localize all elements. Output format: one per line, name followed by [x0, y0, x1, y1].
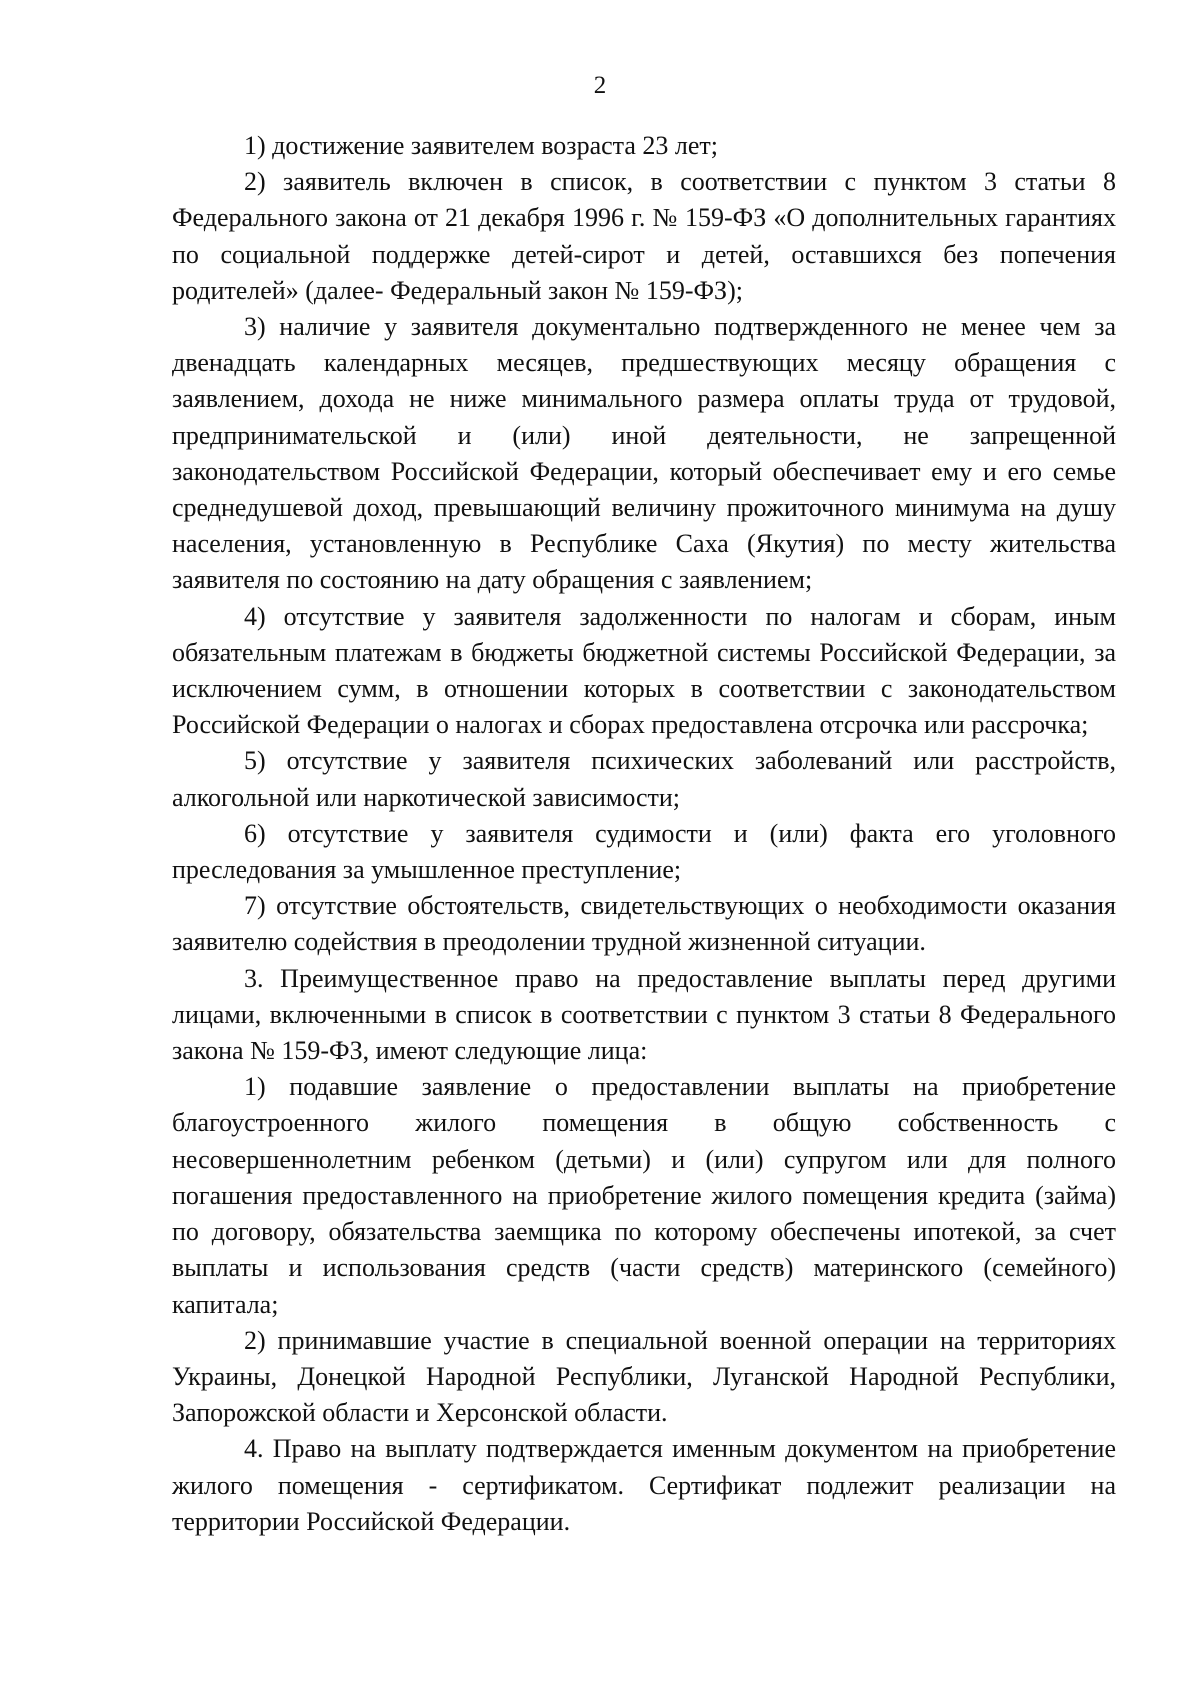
- document-body: [172, 128, 1116, 1540]
- paragraph-section-3: 3. Преимущественное право на предоставление выплаты перед другими лицами, включенными в список в соответствии с пунктом 3 статьи 8 Федерального закона № 159-ФЗ, имеют следующие лица:: [172, 963, 1116, 1066]
- page-number: 2: [593, 72, 607, 99]
- paragraph-condition-5: 5) отсутствие у заявителя психических заболеваний или расстройств, алкогольной или наркотической зависимости;: [172, 746, 1116, 812]
- paragraph-condition-7: 7) отсутствие обстоятельств, свидетельствующих о необходимости оказания заявителю содействия в преодолении трудной жизненной ситуации.: [172, 891, 1116, 957]
- paragraph-condition-3: 3) наличие у заявителя документально подтвержденного не менее чем за двенадцать календарных месяцев, предшествующих месяцу обращения с заявлением, дохода не ниже минимального размера оплаты труда от трудовой, предпринимательской и (или) иной деятельности, не запрещенной законодательством Российской Федерации, который обеспечивает ему и его семье среднедушевой доход, превышающий величину прожиточного минимума на душу населения, установленную в Республике Саха (Якутия) по месту жительства заявителя по состоянию на дату обращения с заявлением;: [172, 312, 1116, 595]
- paragraph-condition-2: 2) заявитель включен в список, в соответствии с пунктом 3 статьи 8 Федерального закона от 21 декабря 1996 г. № 159-ФЗ «О дополнительных гарантиях по социальной поддержке детей-сирот и детей, оставшихся без попечения родителей» (далее- Федеральный закон № 159-ФЗ);: [172, 167, 1116, 305]
- paragraph-section-4: 4. Право на выплату подтверждается именным документом на приобретение жилого помещения - сертификатом. Сертификат подлежит реализации на территории Российской Федерации.: [172, 1434, 1116, 1536]
- paragraph-priority-2: 2) принимавшие участие в специальной военной операции на территориях Украины, Донецкой Народной Республики, Луганской Народной Республики, Запорожской области и Херсонской области.: [172, 1325, 1116, 1428]
- paragraph-condition-1: 1) достижение заявителем возраста 23 лет;: [244, 131, 718, 160]
- paragraph-priority-1: 1) подавшие заявление о предоставлении выплаты на приобретение благоустроенного жилого помещения в общую собственность с несовершеннолетним ребенком (детьми) и (или) супругом или для полного погашения предоставленного на приобретение жилого помещения кредита (займа) по договору, обязательства заемщика по которому обеспечены ипотекой, за счет выплаты и использования средств (части средств) материнского (семейного) капитала;: [172, 1072, 1116, 1319]
- paragraph-condition-6: 6) отсутствие у заявителя судимости и (или) факта его уголовного преследования за умышленное преступление;: [172, 818, 1116, 885]
- paragraph-condition-4: 4) отсутствие у заявителя задолженности по налогам и сборам, иным обязательным платежам в бюджеты бюджетной системы Российской Федерации, за исключением сумм, в отношении которых в соответствии с законодательством Российской Федерации о налогах и сборах предоставлена отсрочка или рассрочка;: [172, 601, 1116, 740]
